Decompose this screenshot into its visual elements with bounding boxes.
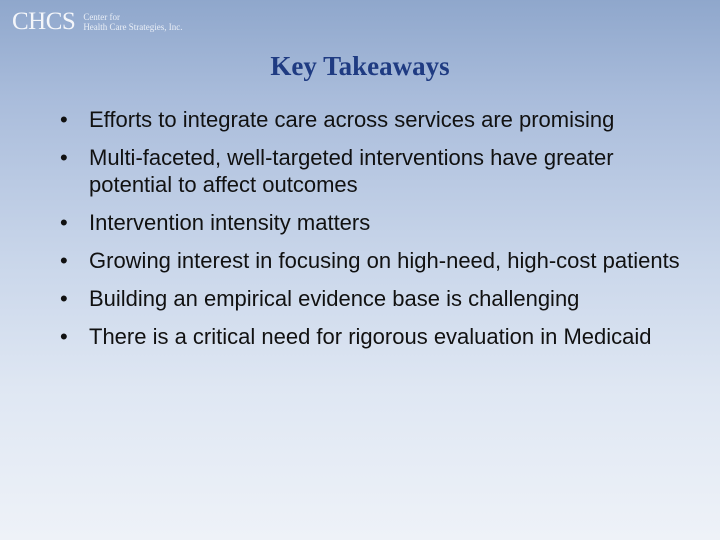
bullet-icon: • (60, 286, 68, 311)
bullet-text: There is a critical need for rigorous evaluation in Medicaid (89, 324, 652, 349)
bullet-text: Multi-faceted, well-targeted interventions have greater potential to affect outcomes (89, 145, 614, 197)
logo-subtitle-line-1: Center for (83, 12, 121, 22)
slide-title: Key Takeaways (270, 51, 450, 81)
bullet-icon: • (60, 248, 68, 273)
bullet-list (60, 106, 700, 361)
chcs-logo (12, 8, 183, 35)
bullet-text: Building an empirical evidence base is challenging (89, 286, 580, 311)
bullet-icon: • (60, 145, 68, 170)
bullet-icon: • (60, 324, 68, 349)
logo-subtitle (83, 12, 182, 32)
logo-subtitle-line-2: Health Care Strategies, Inc. (83, 22, 183, 32)
logo-acronym: CHCS (12, 8, 76, 35)
bullet-item (60, 285, 700, 312)
bullet-text: Intervention intensity matters (89, 210, 371, 235)
bullet-item (60, 144, 700, 198)
bullet-text: Efforts to integrate care across services are promising (89, 107, 615, 132)
bullet-item (60, 323, 700, 350)
bullet-item (60, 106, 700, 133)
bullet-icon: • (60, 107, 68, 132)
bullet-item (60, 247, 700, 274)
bullet-icon: • (60, 210, 68, 235)
bullet-text: Growing interest in focusing on high-need, high-cost patients (89, 248, 680, 273)
bullet-item (60, 209, 700, 236)
